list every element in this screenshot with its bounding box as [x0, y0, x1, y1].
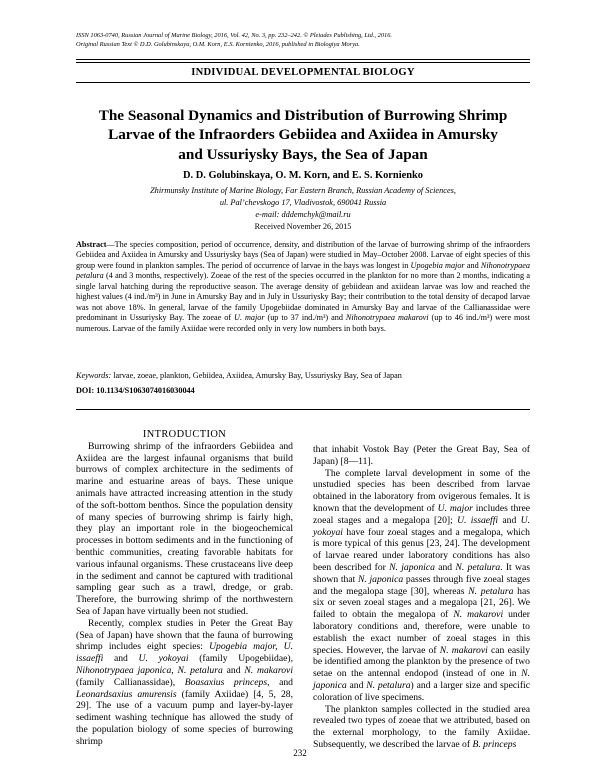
received-date: Received November 26, 2015 [254, 222, 352, 231]
abstract-species-4: Nihonotrypaea makarovi [345, 313, 429, 323]
section-title: INDIVIDUAL DEVELOPMENTAL BIOLOGY [191, 67, 415, 78]
abstract-text-1: —The species composition, period of occurrence, density, and distribution of the larvae of burrowing shrimp of the infraorders Gebiidea and Axiidea in Amursky and Ussuriysky bays (Sea of Japan) were studied in May–October 2008. Larvae of eight species of this group were found in plankton samples. The period of occurrence of larvae in the bays was longest in [76, 240, 530, 270]
title-line-1: The Seasonal Dynamics and Distribution of Burrowing Shrimp [98, 107, 508, 124]
affiliation-line-2: ul. Pal’chevskogo 17, Vladivostok, 690041 Russia [219, 197, 387, 207]
affiliation [76, 185, 530, 220]
authors: D. D. Golubinskaya, O. M. Korn, and E. S. Kornienko [183, 170, 423, 181]
right-paragraph-2: The plankton samples collected in the studied area revealed two types of zoeae that we attributed, based on the external morphology, to the family Axiidae. Subsequently, we described the larvae of B. princeps [313, 703, 530, 750]
left-paragraph-2: Recently, complex studies in Peter the Great Bay (Sea of Japan) have shown that the fauna of burrowing shrimp includes eight species: Upogebia major, U. issaeffi and U. yokoyai (family Upogebiidae), Nihonotrypaea japonica, N. petalura and N. makarovi (family Callianassidae), Boasaxius princeps, and Leonardsaxius amurensis (family Axiidae) [4, 5, 28, 29]. The use of a vacuum pump and layer-by-layer sediment washing technique has allowed the study of the population biology of some species of burrowing shrimp [76, 617, 293, 747]
keywords-label: Keywords: [76, 371, 112, 380]
affiliation-line-1: Zhirmunsky Institute of Marine Biology, Far Eastern Branch, Russian Academy of Sciences, [150, 186, 456, 195]
journal-meta [76, 32, 392, 49]
header-rule-lower [76, 62, 530, 63]
left-column [76, 429, 293, 748]
right-column [313, 444, 530, 751]
title-line-3: and Ussuriysky Bays, the Sea of Japan [178, 145, 428, 163]
right-paragraph-1: The complete larval development in some of the unstudied species has been described from larvae obtained in the laboratory from ovigerous females. It is known that the development of U. major includes three zoeal stages and a megalopa [20]; U. issaeffi and U. yokoyai have four zoeal stages and a megalopa, which is more typical of this genus [23, 24]. The development of larvae reared under laboratory conditions has also been described for N. japonica and N. petalura. It was shown that N. japonica passes through five zoeal stages and the megalopa stage [30], whereas N. petalura has six or seven zoeal stages and a megalopa [21, 26]. We failed to obtain the megalopa of N. makarovi under laboratory conditions and, therefore, were unable to establish the exact number of zoeal stages in this species. However, the larvae of N. makarovi can easily be identified among the plankton by the presence of two setae on the antennal endopod (instead of one in N. japonica and N. petalura) and a larger size and specific coloration of live specimens. [313, 467, 531, 703]
right-continuation: that inhabit Vostok Bay (Peter the Great Bay, Sea of Japan) [8—11]. [313, 444, 530, 467]
doi-label: DOI: [76, 386, 95, 395]
keywords-text: larvae, zoeae, plankton, Gebiidea, Axiidea, Amursky Bay, Ussuriysky Bay, Sea of Japan [111, 371, 402, 380]
abstract-text-2: and [464, 260, 481, 270]
abstract-species-3: U. major [234, 313, 265, 323]
abstract [76, 240, 530, 334]
abstract-species-1: Upogebia major [410, 260, 465, 270]
doi [76, 386, 530, 395]
journal-meta-line-1: ISSN 1063-0740, Russian Journal of Marine Biology, 2016, Vol. 42, No. 3, pp. 232–242. © Pleiades Publishing, Ltd., 2016. [76, 32, 393, 39]
doi-value: 10.1134/S1063074016030044 [94, 386, 195, 395]
abstract-label: Abstract [76, 240, 107, 249]
abstract-text-4: (up to 37 ind./m³) and [264, 313, 346, 323]
article-title [60, 106, 546, 164]
intro-heading: INTRODUCTION [142, 429, 227, 440]
abstract-text-3: (4 and 3 months, respectively). Zoeae of the rest of the species occurred in the plankton for no more than 2 months, indicating a single larval hatching during the reproductive season. The average density of gebiidean and axiidean larvae was low and reached the highest values (4 ind./m³) in June in Amursky Bay and in July in Ussuriysky Bay; their contribution to the total density of decapod larvae was not above 18%. In general, larvae of the family Upogebiidae dominated in Amursky Bay and larvae of the Callianassidae were predominant in Ussuriysky Bay. The zoeae of [76, 271, 530, 323]
abstract-text-5: (up to 46 ind./m³) were most numerous. Larvae of the family Axiidae were recorded only in very low numbers in both bays. [76, 313, 530, 333]
title-line-2: Larvae of the Infraorders Gebiidea and Axiidea in Amursky [108, 126, 498, 144]
abstract-species-2: Nihonotrypaea petalura [76, 260, 530, 281]
journal-meta-line-2: Original Russian Text © D.D. Golubinskaya, O.M. Korn, E.S. Kornienko, 2016, published in Biologiya Morya. [76, 40, 360, 48]
section-rule [76, 82, 530, 83]
keywords [76, 371, 530, 381]
left-paragraph-1: Burrowing shrimp of the infraorders Gebiidea and Axiidea are the largest infaunal organisms that build burrows of complex architecture in the sediments of marine and estuarine areas of bays. These unique animals have attracted increasing attention in the study of the soft-bottom benthos. Since the population density of many species of burrowing shrimp is fairly high, they play an important role in the biogeochemical processes in bottom sediments and in the functioning of benthic communities, creating favorable habitats for various infaunal organisms. These crustaceans live deep in the sediment and cannot be captured with traditional sampling gear such as a trawl, dredge, or grab. Therefore, the burrowing shrimp of the northwestern Sea of Japan have virtually been not studied. [76, 440, 293, 617]
header-rule-upper [76, 59, 530, 60]
affiliation-email: e-mail: dddemchyk@mail.ru [255, 209, 351, 219]
page-number: 232 [293, 748, 307, 758]
abstract-rule [76, 409, 530, 410]
